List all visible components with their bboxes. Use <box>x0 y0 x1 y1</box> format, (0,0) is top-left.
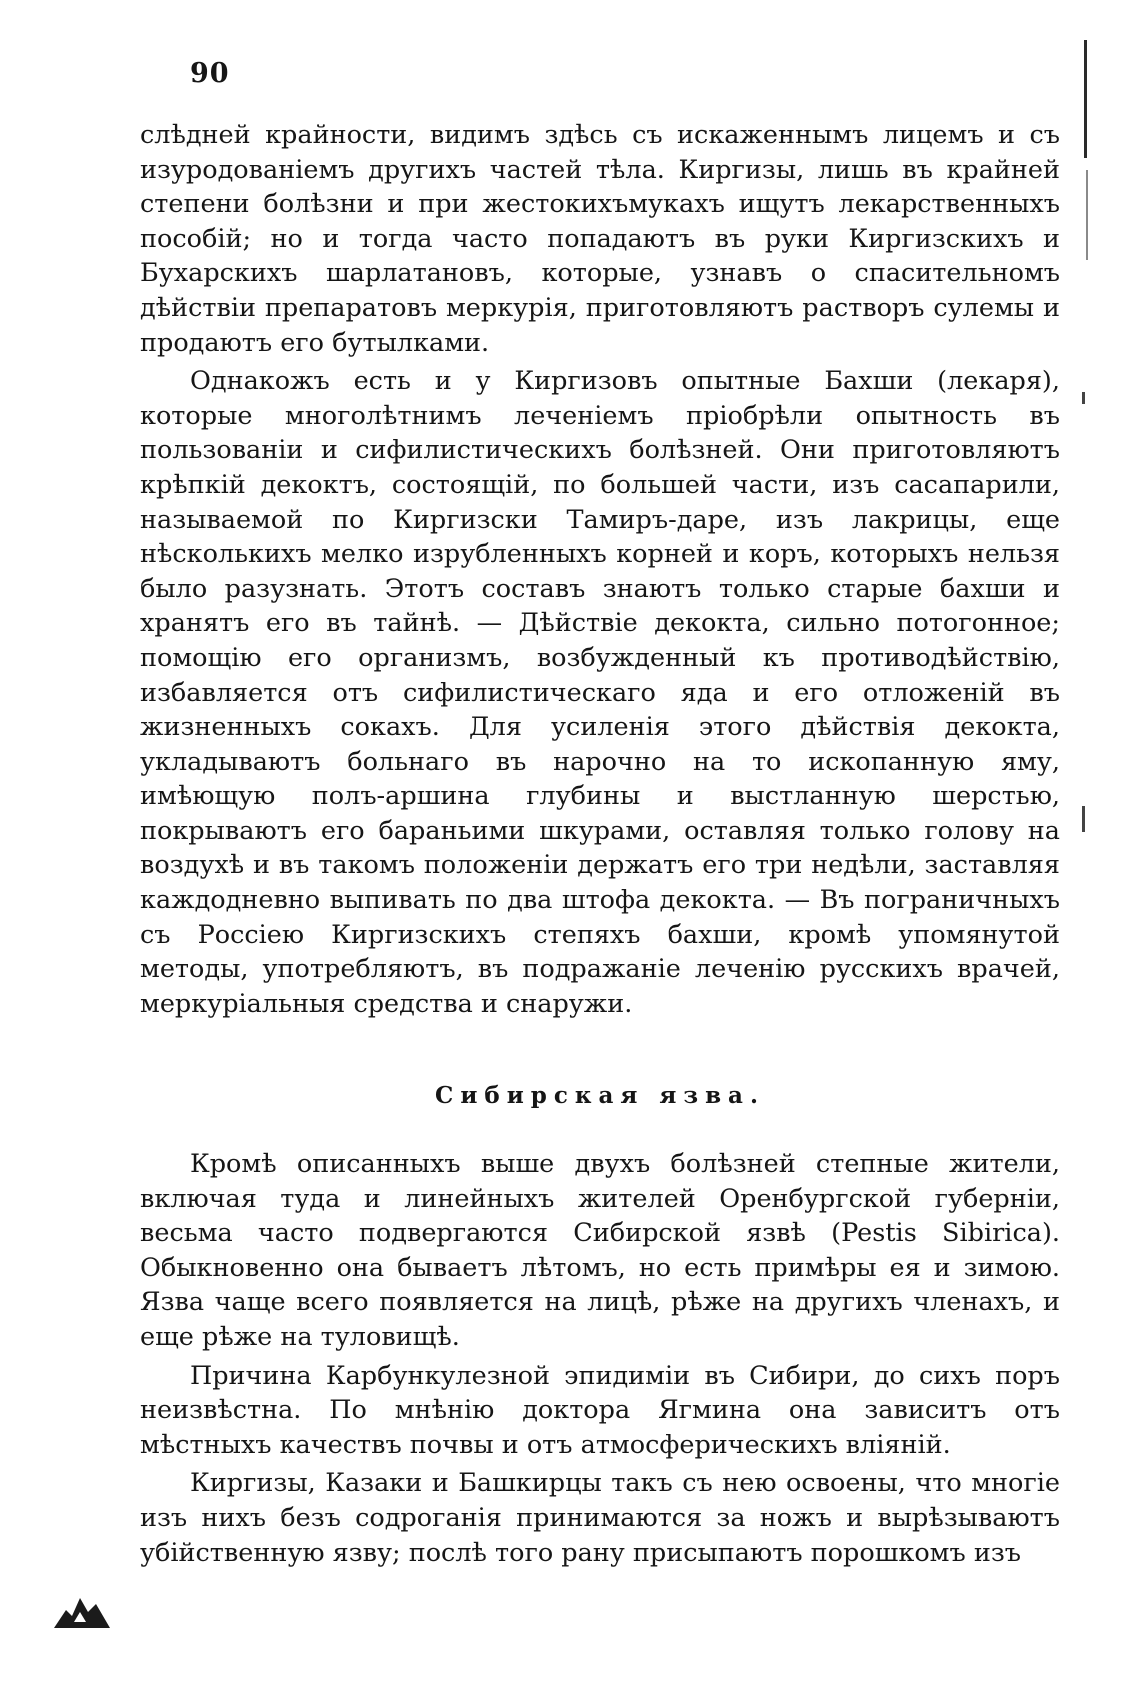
top-text-block <box>140 118 1060 1021</box>
section-heading: Сибирская язва. <box>435 1082 765 1109</box>
paragraph: Однакожъ есть и у Киргизовъ опытные Бахши (лекаря), которые многолѣтнимъ леченіемъ пріобрѣли опытность въ пользованіи и сифилистическихъ болѣзней. Они приготовляютъ крѣпкій декоктъ, состоящій, по большей части, изъ сасапарили, называемой по Киргизски Тамиръ-даре, изъ лакрицы, еще нѣсколькихъ мелко изрубленныхъ корней и коръ, которыхъ нельзя было разузнать. Этотъ составъ знаютъ только старые бахши и хранятъ его въ тайнѣ. — Дѣйствіе декокта, сильно потогонное; помощію его организмъ, возбужденный къ противодѣйствію, избавляется отъ сифилистическаго яда и его отложеній въ жизненныхъ сокахъ. Для усиленія этого дѣйствія декокта, укладываютъ больнаго въ нарочно на то ископанную яму, имѣющую полъ-аршина глубины и выстланную шерстью, покрываютъ его бараньими шкурами, оставляя только голову на воздухѣ и въ такомъ положеніи держатъ его три недѣли, заставляя каждодневно выпивать по два штофа декокта. — Въ пограничныхъ съ Россіею Киргизскихъ степяхъ бахши, кромѣ упомянутой методы, употребляютъ, въ подражаніе леченію русскихъ врачей, меркуріальныя средства и снаружи. <box>140 366 1060 1019</box>
paragraph: Кромѣ описанныхъ выше двухъ болѣзней степные жители, включая туда и линейныхъ жителей Оренбургской губерніи, весьма часто подвергаются Сибирской язвѣ (Pestis Sibirica). Обыкновенно она бываетъ лѣтомъ, но есть примѣры ея и зимою. Язва чаще всего появляется на лицѣ, рѣже на другихъ членахъ, и еще рѣже на туловищѣ. <box>140 1149 1060 1352</box>
margin-mark <box>1082 806 1085 832</box>
margin-rule-faint <box>1086 170 1088 260</box>
bottom-text-block <box>140 1147 1060 1570</box>
paragraph-continued: слѣдней крайности, видимъ здѣсь съ искаженнымъ лицемъ и съ изуродованіемъ другихъ частей тѣла. Киргизы, лишь въ крайней степени болѣзни и при жестокихъмукахъ ищутъ лекарственныхъ пособій; но и тогда часто попадаютъ въ руки Киргизскихъ и Бухарскихъ шарлатановъ, которые, узнавъ о спасительномъ дѣйствіи препаратовъ меркурія, приготовляютъ растворъ сулемы и продаютъ его бутылками. <box>140 120 1060 358</box>
margin-mark <box>1082 392 1085 404</box>
paragraph: Киргизы, Казаки и Башкирцы такъ съ нею освоены, что многіе изъ нихъ безъ содроганія принимаются за ножъ и вырѣзываютъ убійственную язву; послѣ того рану присыпаютъ порошкомъ изъ <box>140 1468 1060 1568</box>
paragraph: Причина Карбункулезной эпидиміи въ Сибири, до сихъ поръ неизвѣстна. По мнѣнію доктора Ягмина она зависитъ отъ мѣстныхъ качествъ почвы и отъ атмосферическихъ вліяній. <box>140 1360 1060 1460</box>
margin-rule <box>1084 40 1087 158</box>
library-stamp-icon <box>52 1592 112 1630</box>
page-number: 90 <box>190 58 230 89</box>
